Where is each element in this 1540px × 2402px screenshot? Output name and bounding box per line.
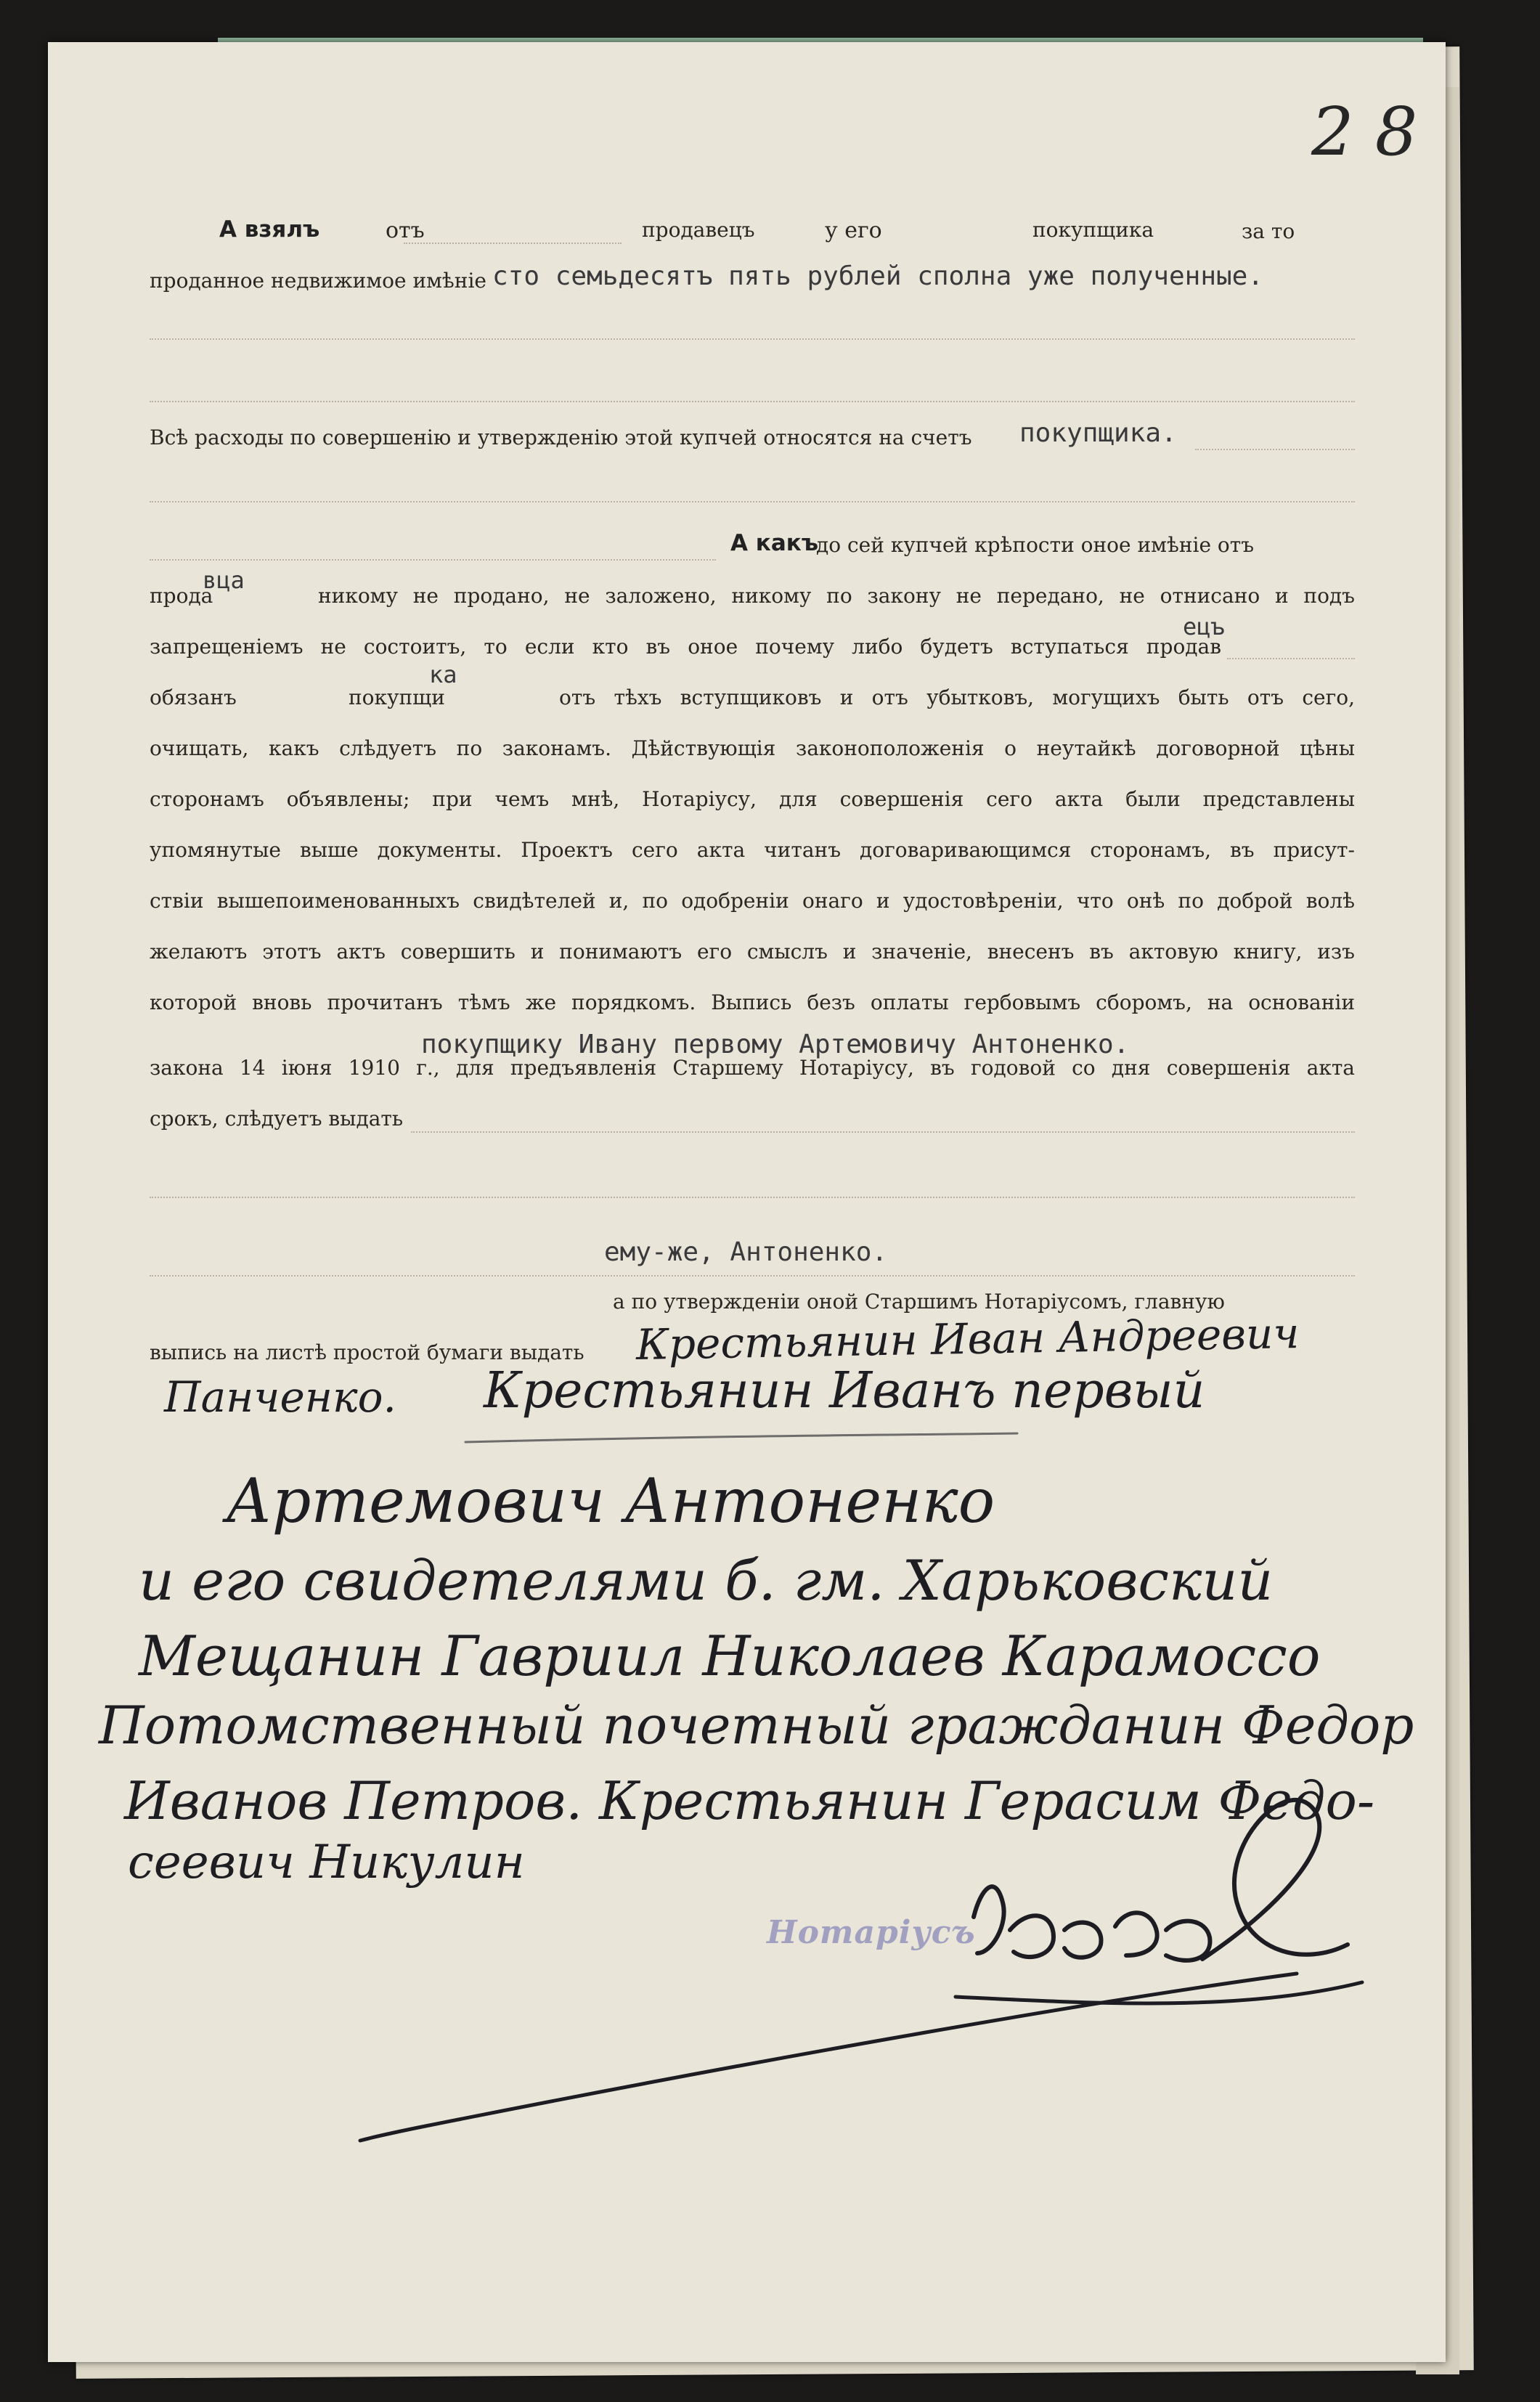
handwritten-line-6: Потомственный почетный гражданин Федор [99, 1695, 1414, 1756]
handwritten-line-8: сеевич Никулин [128, 1836, 525, 1889]
handwritten-line-2b: Крестьянин Иванъ первый [484, 1362, 1205, 1420]
expenses-text: Всѣ расходы по совершенію и утвержденію этой купчей относятся на счетъ [150, 426, 972, 449]
page-number: 2 8 [1311, 93, 1418, 171]
p2-line2: никому не продано, не заложено, никому по закону не передано, не отнисано и подъ [318, 584, 1355, 608]
notary-signature-flourish [48, 42, 1446, 2362]
p1-from-his: у его [825, 218, 882, 243]
p1-buyer: покупщика [1032, 218, 1154, 242]
handwritten-line-5: Мещанин Гавриил Николаев Карамоссо [139, 1624, 1321, 1688]
p2-typed-vca: вца [203, 566, 245, 594]
handwritten-line-7: Иванов Петров. Крестьянин Герасим Федо- [124, 1770, 1375, 1831]
p2-line12: срокъ, слѣдуетъ выдать [150, 1107, 404, 1131]
expenses-typed: покупщика. [1019, 418, 1177, 448]
p2-line11: закона 14 іюня 1910 г., для предъявленія Старшему Нотаріусу, въ годовой со дня совершенія акта [150, 1056, 1355, 1080]
handwritten-line-1: Крестьянин Иван Андреевич [635, 1308, 1300, 1369]
p2-line4-c: отъ тѣхъ вступщиковъ и отъ убытковъ, могущихъ быть отъ сего, [559, 685, 1355, 709]
p1-typed-amount: сто семьдесятъ пять рублей сполна уже полученные. [492, 261, 1264, 291]
p3-line2: выпись на листѣ простой бумаги выдать [150, 1340, 584, 1364]
p2-line9: желаютъ этотъ актъ совершить и понимаютъ его смыслъ и значеніе, внесенъ въ актовую книгу, изъ [150, 940, 1355, 964]
p3-line1: а по утвержденіи оной Старшимъ Нотаріусомъ, главную [613, 1290, 1225, 1314]
p2-line10: которой вновь прочитанъ тѣмъ же порядкомъ. Выпись безъ оплаты гербовымъ сборомъ, на основаніи [150, 990, 1355, 1014]
p2-typed-ka: ка [429, 661, 457, 688]
p2-typed-ets: ецъ [1183, 613, 1225, 640]
p2-typed-buyer: покупщику Ивану первому Артемовичу Антоненко. [421, 1030, 1130, 1059]
p2-line7: упомянутые выше документы. Проектъ сего акта читанъ договаривающимся сторонамъ, въ присут- [150, 838, 1355, 862]
paragraph1-lead: А взялъ [219, 216, 320, 243]
p2-line6: сторонамъ объявлены; при чемъ мнѣ, Нотаріусу, для совершенія сего акта были представлены [150, 787, 1355, 811]
paragraph2-lead: А какъ [730, 530, 819, 556]
document-page [48, 42, 1446, 2362]
p2-line4-a: обязанъ [150, 685, 237, 709]
handwritten-line-3: Артемович Антоненко [226, 1465, 995, 1536]
p2-line4-b: покупщи [349, 685, 445, 709]
p2-line2-start: прода [150, 584, 213, 608]
p1-line2-prefix: проданное недвижимое имѣніе [150, 269, 486, 293]
p2-line3: запрещеніемъ не состоитъ, то если кто въ оное почему либо будетъ вступаться продав [150, 635, 1221, 659]
handwritten-line-2a: Панченко. [164, 1372, 396, 1422]
notary-stamp: Нотаріусъ [767, 1914, 976, 1951]
p2-line1: до сей купчей крѣпости оное имѣніе отъ [816, 533, 1255, 557]
p1-from: отъ [386, 218, 425, 243]
p1-for-that: за то [1242, 219, 1295, 243]
p3-typed: ему-же, Антоненко. [604, 1237, 888, 1267]
p2-line8: ствіи вышепоименованныхъ свидѣтелей и, по одобреніи онаго и удостовѣреніи, что онѣ по доброй волѣ [150, 889, 1355, 913]
p1-seller: продавецъ [642, 218, 755, 242]
p2-line5: очищать, какъ слѣдуетъ по законамъ. Дѣйствующія законоположенія о неутайкѣ договорной цѣны [150, 736, 1355, 760]
handwritten-line-4: и его свидетелями б. гм. Харьковский [139, 1548, 1274, 1613]
